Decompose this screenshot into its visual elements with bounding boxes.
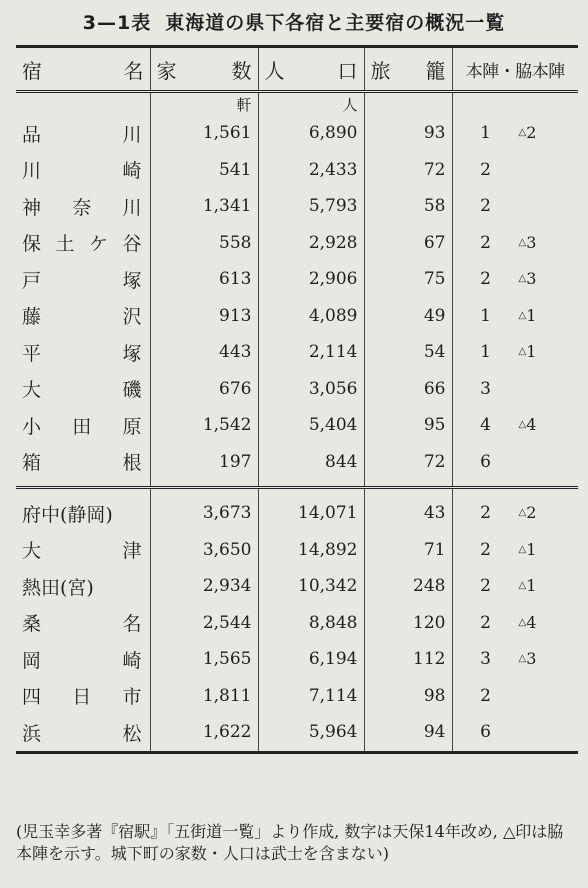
inns-cell: 120 [364,605,452,642]
inns-cell: 49 [364,298,452,335]
table-number: 3—1表 [82,12,152,34]
wakihonjin-value: 4 [526,612,537,632]
table-row [16,444,578,488]
wakihonjin-value: 1 [526,342,537,362]
station-name [16,371,150,408]
houses-cell: 1,811 [150,678,258,715]
honjin-count: 1 [480,342,491,363]
station-name [16,334,150,371]
station-name-text: 岡 崎 [22,649,142,672]
houses-cell: 1,565 [150,641,258,678]
station-name [16,532,150,569]
table-row [16,225,578,262]
station-name-text: 小 田 原 [22,415,142,438]
station-name [16,605,150,642]
wakihonjin-count [519,576,569,595]
honjin-cell [452,605,578,642]
station-name-text: 品 川 [22,123,142,146]
station-name-text: 桑 名 [22,613,142,636]
station-name-text: 大 磯 [22,379,142,402]
unit-population: 人 [258,92,364,116]
station-name [16,225,150,262]
station-name-text: 浜 松 [22,722,142,745]
wakihonjin-value: 3 [526,232,537,252]
houses-cell: 913 [150,298,258,335]
honjin-count: 2 [480,539,491,560]
honjin-count: 2 [480,612,491,633]
header-inns: 旅 籠 [364,47,452,92]
header-row [16,47,578,92]
honjin-cell [452,298,578,335]
station-name-text: 箱 根 [22,452,142,475]
wakihonjin-count [519,306,569,325]
houses-cell: 2,934 [150,568,258,605]
table-row [16,334,578,371]
honjin-count: 2 [480,159,491,180]
population-cell: 844 [258,444,364,488]
wakihonjin-marker: △ [518,580,527,592]
station-name-text: 四 日 市 [22,686,142,709]
station-name [16,714,150,752]
header-houses: 家 数 [150,47,258,92]
wakihonjin-value: 1 [526,576,537,596]
station-name [16,261,150,298]
wakihonjin-marker: △ [518,273,527,285]
wakihonjin-value: 2 [526,123,537,143]
population-cell: 5,404 [258,407,364,444]
table-row [16,298,578,335]
houses-cell: 1,561 [150,115,258,152]
honjin-count: 2 [480,196,491,217]
table-row [16,188,578,225]
wakihonjin-count [519,233,569,252]
station-name-text: 藤 沢 [22,306,142,329]
honjin-count: 6 [480,451,491,472]
source-note: (児玉幸多著『宿駅』「五街道一覧」より作成, 数字は天保14年改め, △印は脇本陣を示す。城下町の家数・人口は武士を含まない) [16,822,564,863]
houses-cell: 1,542 [150,407,258,444]
houses-cell: 2,544 [150,605,258,642]
unit-row [16,92,578,116]
inns-cell: 93 [364,115,452,152]
wakihonjin-count [519,649,569,668]
houses-cell: 613 [150,261,258,298]
wakihonjin-count [519,269,569,288]
population-cell: 2,928 [258,225,364,262]
table-row [16,532,578,569]
honjin-count: 3 [480,378,491,399]
table-body [16,92,578,753]
houses-cell: 1,622 [150,714,258,752]
wakihonjin-value: 4 [526,415,537,435]
population-cell: 3,056 [258,371,364,408]
honjin-cell [452,532,578,569]
station-name [16,115,150,152]
honjin-count: 3 [480,649,491,670]
wakihonjin-value: 2 [526,503,537,523]
inns-cell: 58 [364,188,452,225]
wakihonjin-count [519,503,569,522]
unit-houses: 軒 [150,92,258,116]
wakihonjin-value: 1 [526,305,537,325]
population-cell: 6,890 [258,115,364,152]
table-row [16,568,578,605]
honjin-count: 2 [480,576,491,597]
station-name-text: 戸 塚 [22,269,142,292]
station-name [16,488,150,532]
population-cell: 5,793 [258,188,364,225]
wakihonjin-marker: △ [518,543,527,555]
inns-cell: 112 [364,641,452,678]
wakihonjin-marker: △ [518,616,527,628]
houses-cell: 443 [150,334,258,371]
houses-cell: 558 [150,225,258,262]
population-cell: 14,892 [258,532,364,569]
population-cell: 2,114 [258,334,364,371]
honjin-count: 2 [480,685,491,706]
station-name-text: 川 崎 [22,160,142,183]
stations-table [16,45,578,754]
table-row [16,407,578,444]
inns-cell: 95 [364,407,452,444]
honjin-cell [452,188,578,225]
inns-cell: 72 [364,444,452,488]
population-cell: 7,114 [258,678,364,715]
population-cell: 10,342 [258,568,364,605]
header-honjin: 本陣・脇本陣 [452,47,578,92]
station-name-text: 大 津 [22,540,142,563]
population-cell: 14,071 [258,488,364,532]
table-row [16,371,578,408]
wakihonjin-marker: △ [518,309,527,321]
station-name [16,152,150,189]
table-row [16,714,578,752]
station-name [16,444,150,488]
honjin-cell [452,334,578,371]
houses-cell: 541 [150,152,258,189]
wakihonjin-count [519,540,569,559]
header-population: 人 口 [258,47,364,92]
houses-cell: 3,650 [150,532,258,569]
population-cell: 6,194 [258,641,364,678]
table-row [16,488,578,532]
wakihonjin-marker: △ [518,507,527,519]
population-cell: 4,089 [258,298,364,335]
honjin-cell [452,261,578,298]
wakihonjin-count [519,123,569,142]
table-title [0,8,588,35]
population-cell: 8,848 [258,605,364,642]
header-station: 宿 名 [16,47,150,92]
honjin-count: 2 [480,503,491,524]
wakihonjin-count [519,613,569,632]
honjin-count: 4 [480,415,491,436]
inns-cell: 94 [364,714,452,752]
station-name [16,568,150,605]
wakihonjin-value: 3 [526,649,537,669]
station-name [16,188,150,225]
wakihonjin-marker: △ [518,653,527,665]
station-name-text: 熱田(宮) [22,576,94,599]
honjin-count: 2 [480,269,491,290]
honjin-count: 1 [480,123,491,144]
table-row [16,261,578,298]
inns-cell: 67 [364,225,452,262]
honjin-count: 2 [480,232,491,253]
station-name-text: 神 奈 川 [22,196,142,219]
station-name [16,407,150,444]
houses-cell: 197 [150,444,258,488]
wakihonjin-value: 3 [526,269,537,289]
inns-cell: 72 [364,152,452,189]
houses-cell: 3,673 [150,488,258,532]
honjin-cell [452,641,578,678]
inns-cell: 248 [364,568,452,605]
honjin-cell [452,152,578,189]
honjin-cell [452,371,578,408]
honjin-count: 6 [480,722,491,743]
wakihonjin-marker: △ [518,419,527,431]
honjin-cell [452,225,578,262]
wakihonjin-value: 1 [526,539,537,559]
station-name [16,298,150,335]
honjin-cell [452,678,578,715]
inns-cell: 71 [364,532,452,569]
population-cell: 2,433 [258,152,364,189]
station-name [16,678,150,715]
houses-cell: 676 [150,371,258,408]
station-name-text: 保 土 ケ 谷 [22,233,142,256]
station-name-text: 府中(静岡) [22,503,113,526]
honjin-cell [452,407,578,444]
wakihonjin-count [519,342,569,361]
wakihonjin-marker: △ [518,127,527,139]
table-row [16,678,578,715]
table-row [16,152,578,189]
honjin-cell [452,115,578,152]
honjin-cell [452,714,578,752]
table-row [16,641,578,678]
population-cell: 5,964 [258,714,364,752]
inns-cell: 43 [364,488,452,532]
table-row [16,605,578,642]
population-cell: 2,906 [258,261,364,298]
honjin-count: 1 [480,305,491,326]
table-row [16,115,578,152]
inns-cell: 75 [364,261,452,298]
wakihonjin-count [519,415,569,434]
station-name-text: 平 塚 [22,342,142,365]
honjin-cell [452,488,578,532]
inns-cell: 98 [364,678,452,715]
table-caption: 東海道の県下各宿と主要宿の概況一覧 [165,12,506,34]
houses-cell: 1,341 [150,188,258,225]
inns-cell: 66 [364,371,452,408]
station-name [16,641,150,678]
wakihonjin-marker: △ [518,236,527,248]
honjin-cell [452,444,578,488]
inns-cell: 54 [364,334,452,371]
honjin-cell [452,568,578,605]
wakihonjin-marker: △ [518,346,527,358]
